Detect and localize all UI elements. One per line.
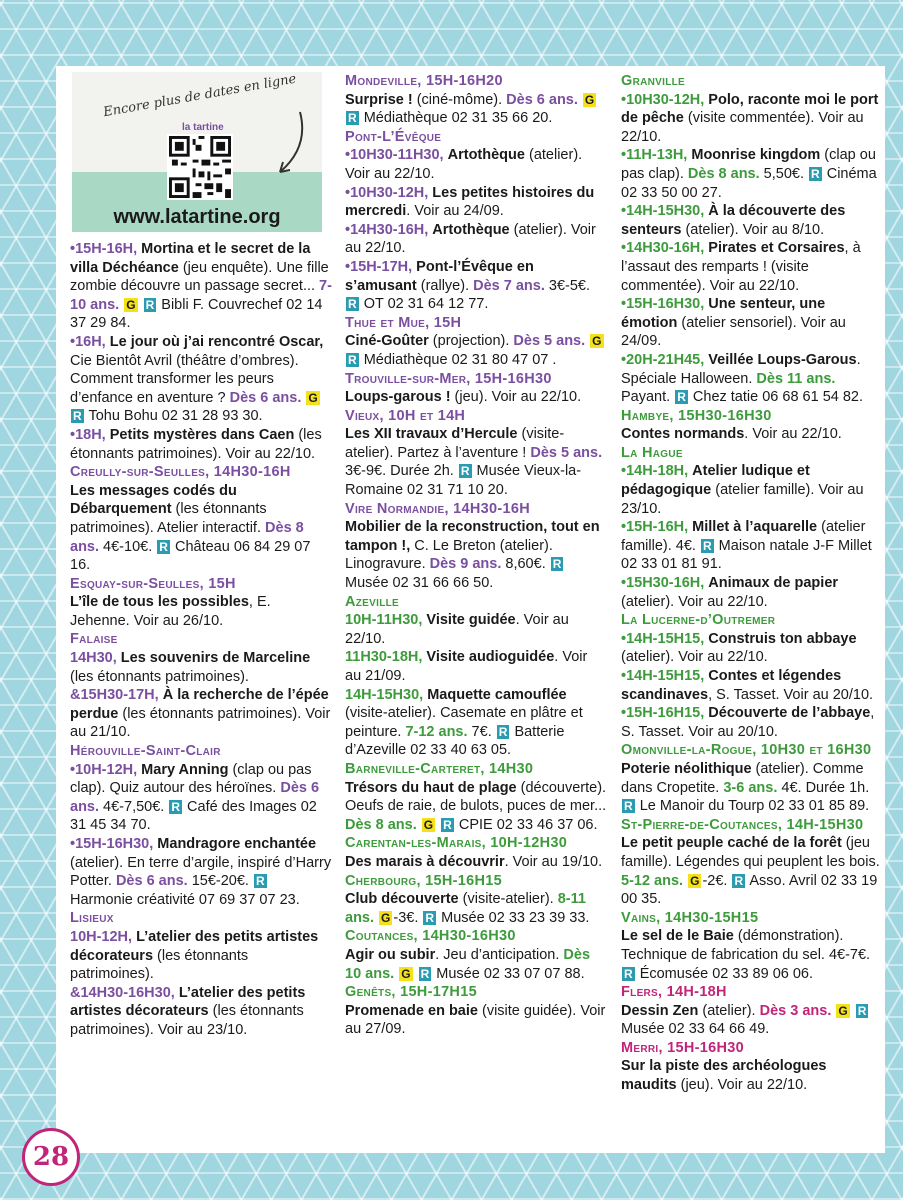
event-time: •10H30-12H, [345,184,429,201]
event-title: Trésors du haut de plage [345,779,517,796]
event-title: Les messages codés du Débarquement [70,482,237,518]
reservation-badge: R [348,297,357,312]
town-heading: Vire Normandie, 14H30-16H [345,500,530,517]
town-heading: Vieux, 10H et 14H [345,407,466,424]
town-heading: Falaise [70,631,118,648]
reservation-badge: R [145,297,155,312]
event-details: (visite-atelier). [458,891,554,908]
column-1 [70,240,332,1040]
event-details: (atelier famille). Voir au 23/10. [621,482,864,517]
event-details: . Voir au 24/09. [406,203,504,220]
reservation-badge: R [256,874,265,889]
event-info: 15€-20€. [187,873,249,890]
event-title: À la recherche de l’épée perdue [70,687,329,722]
event-age: Dès 8 ans. [345,816,417,833]
event-details: , S. Tasset. Voir au 20/10. [708,686,874,703]
town-heading: Granville [621,73,685,89]
event-info: 8,60€. [501,556,546,573]
event-title: Polo, raconte moi le port de pêche [621,91,879,127]
event-details: C. Le Breton (atelier). Linogravure. [345,537,553,573]
event-age: 7-12 ans. [401,723,468,740]
event-age: Dès 6 ans. [502,91,578,108]
event-contact: Asso. Avril 02 33 19 00 35. [621,872,878,908]
event-title: Club découverte [345,891,459,908]
event-time: •10H-12H, [70,761,138,778]
event-entry [70,761,332,835]
event-details: (atelier). Voir au 22/10. [345,147,583,182]
event-entry [621,574,883,611]
event-entry [345,611,607,648]
event-title: Maquette camouflée [427,686,567,703]
event-entry [70,686,332,742]
event-details: (les étonnants patrimoines). Voir au 21/10. [70,705,331,741]
promo-tagline: Encore plus de dates en ligne [102,72,298,121]
event-info: Musée 02 33 64 66 49. [621,1021,770,1038]
event-info: Musée 02 33 07 07 88. [432,965,585,982]
event-title: Animaux de papier [708,575,839,592]
event-details: (clap ou pas clap). Quiz autour des héroïnes. [70,761,312,797]
event-age: Dès 5 ans. [526,444,603,461]
event-age: Dès 9 ans. [425,556,502,573]
event-title: Visite guidée [426,612,516,629]
event-age: Dès 3 ans. [755,1002,832,1019]
event-details: , S. Tasset. Voir au 20/10. [621,705,875,740]
event-info: Payant. [621,389,671,406]
event-time: •15H-16H, [621,519,689,536]
event-time: 14H30, [70,650,117,667]
event-age: Dès 5 ans. [509,333,586,350]
town-heading: La Lucerne-d’Outremer [621,612,776,629]
event-title: Le petit peuple caché de la forêt [621,835,842,852]
event-details: (jeu). Voir au 22/10. [450,389,582,406]
event-entry [621,704,883,741]
town-heading: Hérouville-Saint-Clair [70,743,221,760]
event-contact: Musée 02 33 23 39 33. [437,909,590,926]
event-title: Petits mystères dans Caen [109,426,295,443]
event-title: Millet à l’aquarelle [692,519,818,536]
event-details: (atelier). En terre d’argile, inspiré d’Harry Potter. [70,854,332,890]
event-entry [621,202,883,239]
event-time: 11H30-18H, [345,649,423,666]
event-time: •11H-13H, [621,147,688,164]
event-entry [621,927,883,983]
event-details: (visite commentée). Voir au 22/10. [621,110,864,145]
event-entry [621,425,883,444]
event-details: (atelier). Comme dans Cropetite. [621,760,864,796]
town-heading: La Hague [621,444,683,461]
event-title: L’atelier des petits artistes décorateurs [70,984,306,1020]
reservation-badge: R [734,873,744,888]
event-details: (ciné-môme). [412,91,503,108]
town-heading: Thue et Mue, 15H [345,314,462,331]
town-heading: Coutances, 14H30-16H30 [345,928,516,945]
event-details: (atelier sensoriel). Voir au 24/09. [621,314,846,350]
town-heading: Cherbourg, 15H-16H15 [345,872,503,889]
event-time: •18H, [70,426,106,443]
reservation-badge: R [443,817,452,832]
event-details: (les étonnants patrimoines). [70,668,249,685]
event-title: Poterie néolithique [621,760,752,777]
event-time: 10H-12H, [70,928,133,945]
event-age: Dès 8 ans. [683,165,760,182]
event-title: Pirates et Corsaires [708,240,845,257]
event-age: Dès 6 ans. [225,389,302,406]
event-entry [345,146,607,183]
event-info: 7€. [467,723,492,740]
event-title: Veillée Loups-Garous [708,351,857,368]
event-info: Bibli F. Couvrechef 02 14 37 29 84. [70,296,323,332]
event-contact: Château 06 84 29 07 16. [70,538,311,574]
event-time: •14H-15H15, [621,630,705,647]
town-heading: St-Pierre-de-Coutances, 14H-15H30 [621,816,864,833]
event-time: &14H30-16H30, [70,984,175,1001]
event-age: Dès 10 ans. [345,946,591,982]
event-entry [345,686,607,760]
event-info: -3€. [393,909,419,926]
reservation-badge: R [425,910,435,925]
event-contact: Cinéma 02 33 50 00 27. [621,165,877,201]
event-details: (jeu enquête). Une fille zombie découvre un passage secret... [70,259,329,295]
event-entry [621,462,883,518]
event-title: Agir ou subir [345,946,436,963]
event-time: &15H30-17H, [70,687,159,704]
event-entry [345,518,607,592]
reservation-badge: R [624,966,633,981]
event-age: 7-10 ans. [70,278,332,313]
event-title: Les XII travaux d’Hercule [345,426,518,443]
event-age: Dès 11 ans. [752,370,836,387]
event-title: Artothèque [432,221,510,238]
event-details: (les étonnants patrimoines). Atelier interactif. [70,501,267,536]
event-title: Atelier ludique et pédagogique [621,463,810,499]
event-title: Artothèque [447,147,525,164]
town-heading: Barneville-Carteret, 14H30 [345,760,534,777]
event-title: L’île de tous les possibles [70,594,249,611]
event-title: Le jour où j’ai rencontré Oscar, [109,333,324,350]
event-details: . Spéciale Halloween. [621,351,861,387]
event-info: 3€-5€. [544,277,591,294]
event-info: Médiathèque 02 31 80 47 07 . [359,351,557,368]
event-contact: Café des Images 02 31 45 34 70. [70,798,317,834]
event-details: (atelier). Voir au 22/10. [621,649,768,666]
event-entry [70,928,332,984]
event-entry [70,593,332,630]
gouter-badge: G [126,297,136,312]
event-title: Construis ton abbaye [708,630,857,647]
event-entry [345,184,607,221]
town-heading: Merri, 15H-16H30 [621,1039,744,1056]
town-heading: Flers, 14H-18H [621,984,727,1001]
event-age: Dès 6 ans. [111,873,188,890]
event-title: Mandragore enchantée [157,836,317,852]
event-title: Une senteur, une émotion [621,296,826,331]
event-contact: Musée Vieux-la-Romaine 02 31 71 10 20. [345,463,582,499]
event-details: . Voir au 22/10. [744,426,842,443]
event-details: (projection). [428,333,510,350]
event-entry [345,648,607,685]
event-entry [345,779,607,835]
event-entry [70,835,332,909]
event-entry [621,91,883,147]
event-entry [70,240,332,333]
event-time: •14H30-16H, [345,221,429,238]
promo-box[interactable] [72,72,322,232]
event-details: , à l’assaut des remparts ! (visite commentée). Voir au 22/10. [621,240,861,294]
event-age: 3-6 ans. [719,779,778,796]
event-time: •15H-16H15, [621,705,705,722]
event-title: Des marais à découvrir [345,853,505,870]
event-entry [70,649,332,686]
event-details: (atelier). Voir au 22/10. [345,221,596,257]
event-details: (les étonnants patrimoines). Voir au 22/10. [70,426,322,462]
event-entry [621,146,883,202]
reservation-badge: R [348,352,357,367]
event-time: •14H-18H, [621,463,689,480]
event-entry [621,760,883,816]
event-info: Maison natale J-F Millet 02 33 01 81 91. [621,537,872,573]
event-title: Moonrise kingdom [691,147,821,164]
event-time: •15H-16H30, [70,836,154,852]
event-entry [70,984,332,1040]
event-time: •20H-21H45, [621,351,705,368]
town-heading: Trouville-sur-Mer, 15H-16H30 [345,370,552,387]
town-heading: Esquay-sur-Seulles, 15H [70,575,236,592]
event-details: (atelier famille). 4€. [621,519,866,554]
town-heading: Genêts, 15H-17H15 [345,984,477,1001]
event-entry [621,834,883,908]
event-age: Dès 6 ans. [70,780,320,815]
event-entry [70,426,332,463]
event-age: 5-12 ans. [621,872,684,889]
promo-url-link[interactable]: www.latartine.org [113,206,281,228]
town-heading: Omonville-la-Rogue, 10H30 et 16H30 [621,742,872,759]
reservation-badge: R [857,1003,867,1018]
event-info: 3€-9€. Durée 2h. [345,463,454,480]
event-info: CPIE 02 33 46 37 06. [454,816,598,833]
event-details: . Voir au 21/09. [345,649,588,684]
event-entry [345,425,607,499]
event-title: Ciné-Goûter [345,333,429,350]
reservation-badge: R [171,799,181,814]
event-title: Mortina et le secret de la villa Déchéance [70,241,311,276]
qr-code-icon[interactable] [167,134,233,200]
reservation-badge: R [552,557,562,572]
event-details: (atelier). Voir au 22/10. [621,593,768,610]
page-number: 28 [22,1128,80,1186]
event-details: (visite-atelier). Partez à l’aventure ! [345,426,565,461]
event-contact: Harmonie créativité 07 69 37 07 23. [70,891,300,908]
event-details: (démonstration). Technique de fabrication du sel. 4€-7€. [621,928,871,963]
event-entry [621,295,883,351]
event-title: Pont-l’Évêque en s’amusant [345,258,534,294]
event-entry [621,351,883,407]
event-title: Les souvenirs de Marceline [120,650,311,667]
event-time: •14H30-16H, [621,240,705,257]
event-title: Surprise ! [345,91,413,108]
event-time: •14H-15H15, [621,668,705,684]
event-details: (les étonnants patrimoines). [70,947,249,983]
event-entry [345,946,607,983]
event-title: À la découverte des senteurs [621,203,846,238]
town-heading: Pont-L’Évêque [345,128,442,145]
event-details: (les étonnants patrimoines). Voir au 23/10. [70,1003,304,1038]
event-info: Écomusée 02 33 89 06 06. [635,965,814,982]
arrow-icon [270,110,310,180]
event-time: •16H, [70,333,106,350]
event-info: 4€-7,50€. [99,798,165,815]
event-details: . Jeu d’anticipation. [435,946,560,963]
event-details: . Voir au 19/10. [504,853,603,870]
gouter-badge: G [381,910,391,925]
event-time: •15H-16H, [70,241,138,257]
reservation-badge: R [811,166,820,181]
event-entry [345,1002,607,1039]
event-entry [345,853,607,872]
event-time: •15H-16H30, [621,296,705,313]
event-title: Mobilier de la reconstruction, tout en tampon !, [345,519,600,554]
event-time: •15H30-16H, [621,575,705,592]
event-details: (clap ou pas clap). [621,147,876,182]
event-entry [345,890,607,927]
town-heading: Mondeville, 15H-16H20 [345,73,503,89]
town-heading: Hambye, 15H30-16H30 [621,407,772,424]
event-contact: Le Manoir du Tourp 02 33 01 85 89. [635,798,870,815]
event-time: 10H-11H30, [345,612,423,629]
town-heading: Carentan-les-Marais, 10H-12H30 [345,835,568,852]
gouter-badge: G [584,92,595,107]
event-entry [345,258,607,314]
event-contact: OT 02 31 64 12 77. [359,296,489,313]
town-heading: Creully-sur-Seulles, 14H30-16H [70,464,291,481]
event-time: •10H30-12H, [621,91,705,108]
event-entry [621,667,883,704]
reservation-badge: R [420,966,430,981]
reservation-badge: R [498,724,508,739]
event-details: , E. Jehenne. Voir au 26/10. [70,594,271,629]
reservation-badge: R [348,111,357,126]
event-time: •15H-17H, [345,258,413,275]
event-info: Médiathèque 02 31 35 66 20. [359,110,553,127]
event-entry [345,221,607,258]
event-title: L’atelier des petits artistes décorateurs [70,928,319,964]
event-info: 5,50€. [759,165,804,182]
event-time: •14H-15H30, [621,203,705,220]
event-title: Le sel de le Baie [621,928,734,945]
event-title: Promenade en baie [345,1002,478,1019]
event-time: •10H30-11H30, [345,147,444,164]
event-details: (atelier). [698,1002,756,1019]
event-entry [345,388,607,407]
event-entry [70,333,332,426]
event-contact: Musée 02 31 66 66 50. [345,575,494,592]
reservation-badge: R [677,390,686,405]
event-entry [621,518,883,574]
event-entry [621,630,883,667]
event-title: Contes et légendes scandinaves [621,668,842,703]
town-heading: Lisieux [70,910,114,927]
gouter-badge: G [401,966,411,981]
event-details: (jeu famille). Légendes qui peuplent les bois. [621,835,880,870]
event-entry [621,1002,883,1039]
event-age: Dès 7 ans. [469,277,545,294]
column-2 [345,72,607,1039]
event-details: (visite-atelier). Casemate en plâtre et peinture. [345,705,583,740]
event-title: Les petites histoires du mercredi [345,184,595,220]
gouter-badge: G [592,334,602,349]
event-title: Sur la piste des archéologues maudits [621,1058,827,1094]
column-3 [621,72,883,1095]
event-title: Mary Anning [141,761,229,778]
event-entry [621,239,883,295]
event-title: Visite audioguidée [426,649,555,666]
event-info: -2€. [702,872,728,889]
town-heading: Azeville [345,593,399,610]
town-heading: Vains, 14H30-15H15 [621,909,759,926]
event-details: (visite guidée). Voir au 27/09. [345,1002,606,1038]
reservation-badge: R [702,538,712,553]
event-info: 4€. Durée 1h. [777,779,870,796]
event-age: Dès 8 ans. [70,519,304,555]
gouter-badge: G [838,1003,848,1018]
event-contact: Batterie d’Azeville 02 33 40 63 05. [345,723,565,759]
event-details: (découverte). Oeufs de raie, de bulots, puces de mer... [345,779,607,815]
event-details: . Voir au 22/10. [345,612,569,647]
event-title: Contes normands [621,426,745,443]
gouter-badge: G [423,817,434,832]
event-info: Tohu Bohu 02 31 28 93 30. [84,408,263,425]
reservation-badge: R [73,409,82,424]
event-entry [345,332,607,369]
promo-logo: la tartine [182,122,224,133]
gouter-badge: G [690,873,700,888]
event-time: 14H-15H30, [345,686,424,703]
gouter-badge: G [308,390,318,405]
reservation-badge: R [460,464,470,479]
event-title: Loups-garous ! [345,389,451,406]
event-title: Dessin Zen [621,1002,699,1019]
event-details: Cie Bientôt Avril (théâtre d’ombres). Comment transformer les peurs d’enfance en aventure ? [70,352,299,406]
reservation-badge: R [624,799,633,814]
event-info: 4€-10€. [99,538,153,555]
event-details: (rallye). [416,277,470,294]
event-entry [70,482,332,575]
event-title: Découverte de l’abbaye [708,705,871,722]
event-entry [345,91,607,128]
event-age: 8-11 ans. [345,891,586,926]
reservation-badge: R [159,539,168,554]
event-details: (jeu). Voir au 22/10. [676,1077,808,1094]
event-details: (atelier). Voir au 8/10. [681,221,825,238]
event-entry [621,1057,883,1094]
event-contact: Chez tatie 06 68 61 54 82. [688,389,864,406]
